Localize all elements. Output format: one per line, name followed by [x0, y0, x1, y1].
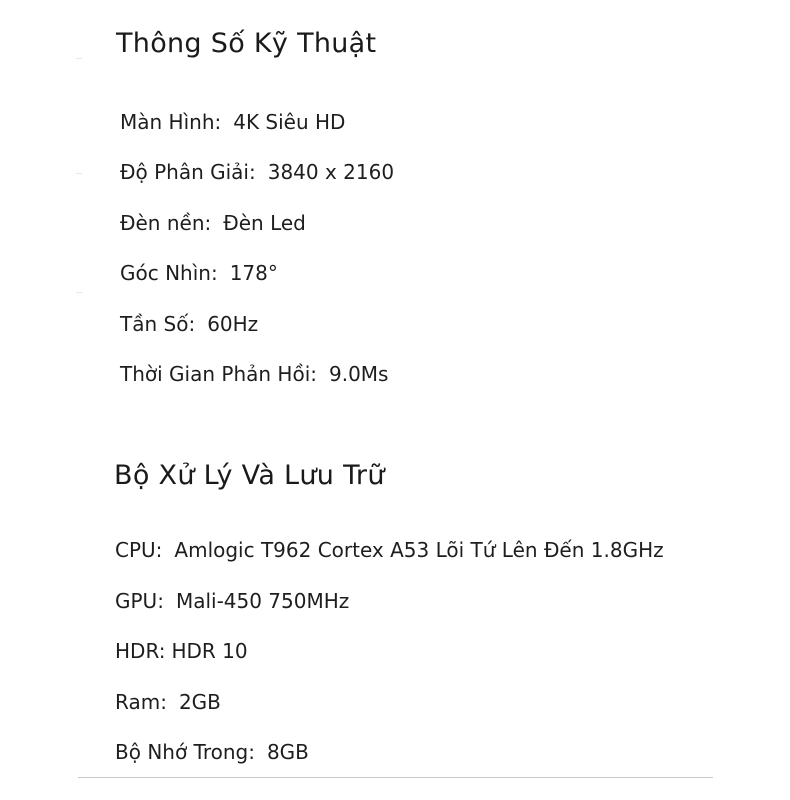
edge-speck: [76, 173, 82, 174]
spec-row-hdr: [115, 641, 248, 661]
spec-row-storage: [115, 742, 309, 762]
spec-value: HDR 10: [171, 639, 248, 663]
spec-label: Bộ Nhớ Trong:: [115, 740, 255, 764]
spec-label: Độ Phân Giải:: [120, 160, 256, 184]
spec-label: Màn Hình:: [120, 110, 222, 134]
section-title-processor-storage: Bộ Xử Lý Và Lưu Trữ: [114, 460, 385, 491]
edge-speck: [76, 292, 82, 293]
spec-row-resolution: [120, 162, 394, 182]
spec-value: 4K Siêu HD: [233, 110, 346, 134]
spec-value: 9.0Ms: [328, 362, 389, 386]
spec-label: Góc Nhìn:: [120, 261, 218, 285]
edge-speck: [76, 58, 82, 59]
spec-value: Đèn Led: [223, 211, 306, 235]
spec-row-cpu: [115, 540, 664, 560]
spec-label: Đèn nền:: [120, 211, 212, 235]
spec-row-gpu: [115, 591, 349, 611]
spec-label: Tần Số:: [120, 312, 196, 336]
spec-label: HDR:: [115, 639, 166, 663]
spec-label: GPU:: [115, 589, 164, 613]
spec-value: 2GB: [178, 690, 221, 714]
spec-row-screen: [120, 112, 345, 132]
spec-row-backlight: [120, 213, 306, 233]
spec-value: 8GB: [266, 740, 309, 764]
spec-row-response-time: [120, 364, 388, 384]
spec-row-viewing-angle: [120, 263, 278, 283]
bottom-divider: [78, 777, 713, 778]
spec-label: Thời Gian Phản Hồi:: [120, 362, 317, 386]
spec-value: 3840 x 2160: [267, 160, 395, 184]
spec-label: Ram:: [115, 690, 167, 714]
section-title-display-specs: Thông Số Kỹ Thuật: [116, 28, 377, 59]
spec-value: Amlogic T962 Cortex A53 Lõi Tứ Lên Đến 1.8GHz: [174, 538, 664, 562]
spec-value: 60Hz: [207, 312, 259, 336]
spec-label: CPU:: [115, 538, 163, 562]
spec-value: 178°: [229, 261, 278, 285]
spec-row-refresh-rate: [120, 314, 258, 334]
spec-row-ram: [115, 692, 221, 712]
spec-value: Mali-450 750MHz: [175, 589, 350, 613]
